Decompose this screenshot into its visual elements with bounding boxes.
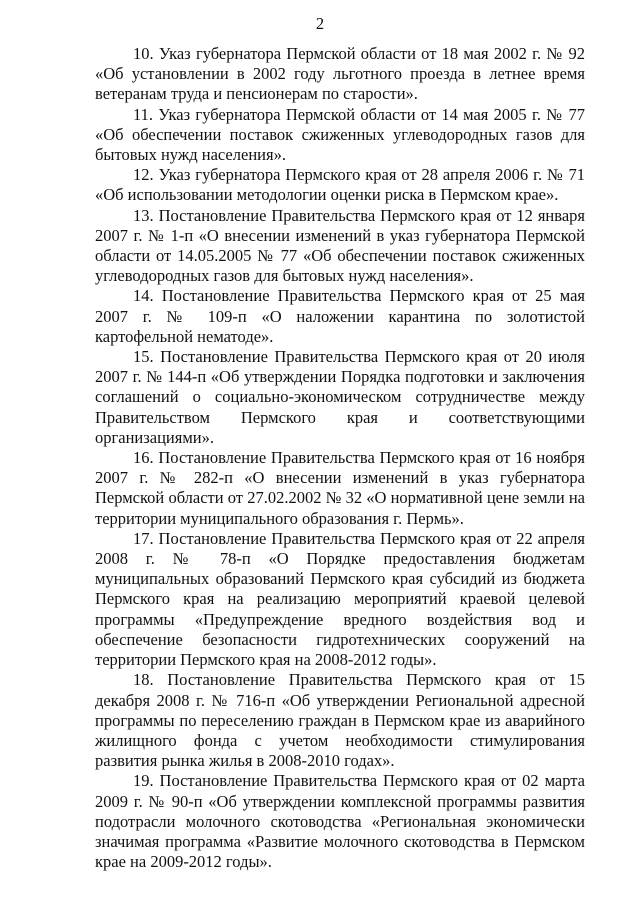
list-item-18: 18. Постановление Правительства Пермского края от 15 декабря 2008 г. № 716-п «Об утверждении Региональной адресной программы по переселению граждан в Пермском крае из аварийного жилищного фонда с учетом необходимости стимулирования развития рынка жилья в 2008-2010 годах». [95,670,585,771]
list-item-16: 16. Постановление Правительства Пермского края от 16 ноября 2007 г. № 282-п «О внесении изменений в указ губернатора Пермской области от 27.02.2002 № 32 «О нормативной цене земли на территории муниципального образования г. Пермь». [95,448,585,528]
document-body [95,44,585,872]
list-item-15: 15. Постановление Правительства Пермского края от 20 июля 2007 г. № 144-п «Об утверждении Порядка подготовки и заключения соглашений о социально-экономическом сотрудничестве между Правительством Пермского края и соответствующими организациями». [95,347,585,447]
list-item-19: 19. Постановление Правительства Пермского края от 02 марта 2009 г. № 90-п «Об утверждении комплексной программы развития подотрасли молочного скотоводства «Региональная экономически значимая программа «Развитие молочного скотоводства в Пермском крае на 2009-2012 годы». [95,771,585,872]
list-item-12: 12. Указ губернатора Пермского края от 28 апреля 2006 г. № 71 «Об использовании методологии оценки риска в Пермском крае». [95,165,585,205]
list-item-10: 10. Указ губернатора Пермской области от 18 мая 2002 г. № 92 «Об установлении в 2002 году льготного проезда в летнее время ветеранам труда и пенсионерам по старости». [95,44,585,104]
page-number: 2 [315,14,325,33]
list-item-17: 17. Постановление Правительства Пермского края от 22 апреля 2008 г. № 78-п «О Порядке предоставления бюджетам муниципальных образований Пермского края субсидий из бюджета Пермского края на реализацию мероприятий краевой целевой программы «Предупреждение вредного воздействия вод и обеспечение безопасности гидротехнических сооружений на территории Пермского края на 2008-2012 годы». [95,528,585,670]
list-item-11: 11. Указ губернатора Пермской области от 14 мая 2005 г. № 77 «Об обеспечении поставок сжиженных углеводородных газов для бытовых нужд населения». [95,104,585,165]
list-item-13: 13. Постановление Правительства Пермского края от 12 января 2007 г. № 1-п «О внесении изменений в указ губернатора Пермской области от 14.05.2005 № 77 «Об обеспечении поставок сжиженных углеводородных газов для бытовых нужд населения». [95,205,585,286]
list-item-14: 14. Постановление Правительства Пермского края от 25 мая 2007 г. № 109-п «О наложении карантина по золотистой картофельной нематоде». [95,286,585,346]
